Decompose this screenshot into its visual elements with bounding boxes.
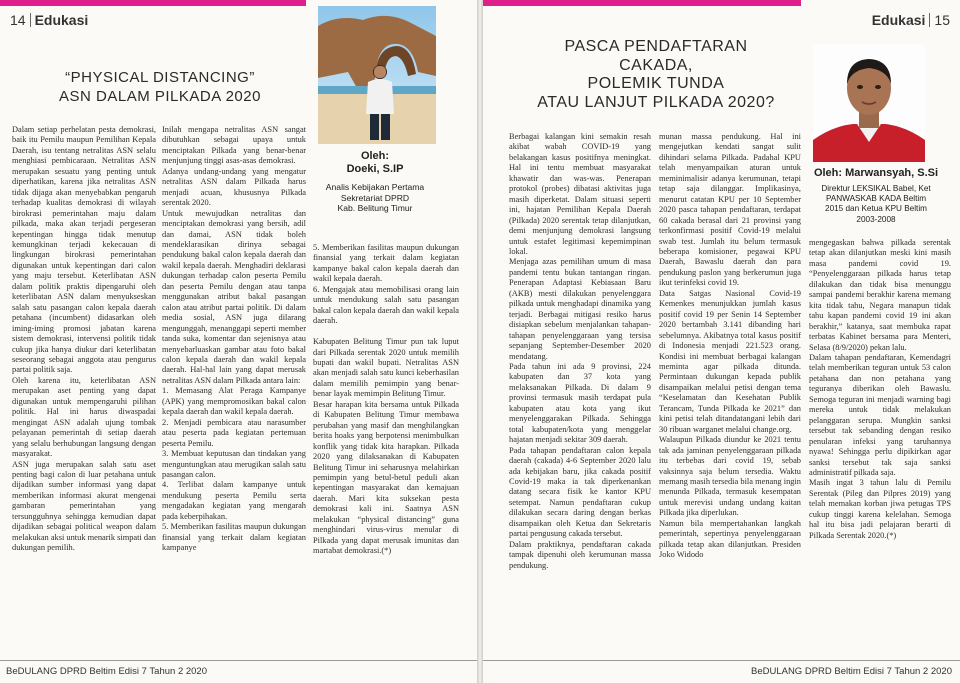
title-line: CAKADA, bbox=[619, 56, 693, 74]
title-line: ASN DALAM PILKADA 2020 bbox=[59, 88, 261, 105]
article-column-3: mengegaskan bahwa pilkada serentak tetap akan dilanjutkan meski kini masih masa pandemi covid 19. “Penyelenggaraan pilkada harus tetap dilakukan dan tidak bisa menunggu sampai pandemi berakhir karena memang kita tidak tahu, Negara manapun tidak tahu kapan pandemi covid 19 ini akan berakhir,” katanya, saat membuka rapat terbatas Kabinet bersama para Menteri, Selasa (8/9/2020) pekan lalu. Dalam tahapan pendaftaran, Kemendagri telah memberikan teguran untuk 53 calon petahana dan non petahana yang teguranya diberikan oleh Bawaslu. Semoga teguran ini menjadi warning bagi mereka untuk tidak melakukan pelanggaran serupa. Mungkin sanksi tersebut tak sebanding dengan resiko penularan infeksi yang taruhannya nyawa! Sehingga perlu dipikirkan agar sanksi tersebut tak saja sanksi administratif pilkada saja. Masih ingat 3 tahun lalu di Pemilu Serentak (Pileg dan Pilpres 2019) yang telah memakan korban jiwa petugas TPS cukup tinggi karena kelelahan. Semoga hal itu bisa jadi pelajaran berarti di Pilkada Serentak 2020.(*) bbox=[809, 238, 951, 540]
article-title bbox=[511, 38, 801, 112]
page-number: 14 bbox=[10, 12, 26, 28]
author-role: Analis Kebijakan Pertama bbox=[325, 182, 425, 192]
author-photo-illustration bbox=[813, 44, 925, 162]
section-label: Edukasi bbox=[871, 12, 926, 28]
article-column-2: Inilah mengapa netralitas ASN sangat dibutuhkan sebagai upaya untuk menciptakan Pilkada yang benar-benar menjunjung tinggi asas-asas demokrasi. Adanya undang-undang yang mengatur netralitas ASN dalam Pilkada harus menjadi acuan, khususnya Pilkada serentak 2020. Untuk mewujudkan netralitas dan menciptakan demokrasi yang bersih, adil dan damai, ASN tidak boleh mendeklarasikan dirinya sebagai pendukung bakal calon kepala daerah dan wakil kepala daerah. Menghadiri deklarasi dukungan terhadap calon peserta Pemilu dan peserta Pemilu dengan atau tanpa menggunakan atribut bakal pasangan calon atau atribut partai politik. Di dalam media sosial, ASN juga dilarang mengunggah, menanggapi seperti member tanda suka, komentar dan sejenisnya atau menyebarluaskan gambar atau foto bakal calon kepala daerah dan wakil kepala daerah. Hal-hal lain yang dapat merusak netralitas ASN dalam Pilkada antara lain: 1. Memasang Alat Peraga Kampanye (APK) yang mempromosikan bakal calon kepala daerah dan wakil kepala daerah. 2. Menjadi pembicara atau narasumber atau peserta pada kegiatan pertemuan peserta Pemilu. 3. Membuat keputusan dan tindakan yang menguntungkan atau merugikan salah satu pasangan calon. 4. Terlibat dalam kampanye untuk mendukung peserta Pemilu serta mengadakan kegiatan yang mengarah pada keberpihakan. 5. Memberikan fasilitas maupun dukungan finansial yang terkait dalam kegiatan kampanye bbox=[162, 125, 306, 553]
title-line: ATAU LANJUT PILKADA 2020? bbox=[537, 93, 775, 111]
header-divider bbox=[30, 13, 31, 27]
page-number: 15 bbox=[934, 12, 950, 28]
author-byline bbox=[801, 167, 951, 225]
author-role: 2003-2008 bbox=[856, 214, 896, 224]
author-photo bbox=[813, 44, 925, 162]
author-role: Direktur LEKSIKAL Babel, Ket bbox=[821, 184, 931, 193]
author-role: PANWASKAB KADA Beltim bbox=[825, 194, 927, 204]
article-column-2: munan massa pendukung. Hal ini mengejutkan kendati sangat sulit dihindari selama Pilkada. Padahal KPU telah menyampaikan aturan untuk meminimalisir adanya kerumunan, tetapi tetap saja dilanggar. Implikasinya, menurut catatan KPU per 10 September 2020 pasca tahapan pendaftaran, terdapat 60 cakada berasal dari 21 provinsi yang terkonfirmasi positif Covid-19 melalui swab test. Jumlah itu belum termasuk beberapa komisioner, pegawai KPU Daerah, Bawaslu daerah dan para pendukung paslon yang berkerumun juga ikut terinfeksi covid 19. Data Satgas Nasional Covid-19 Kemenkes menunjukkan jumlah kasus positif covid 19 per Senin 14 September 2020 bertambah 3.141 dibanding hari sebelumnya. Akibatnya total kasus positif di Indonesia menjadi 221.523 orang. Kondisi ini membuat berbagai kalangan meminta agar pilkada ditunda. Permintaan dukungan kepada publik disampaikan melalui petisi dengan tema “Keselamatan dan Kesehatan Publik Terancam, Tunda Pilkada ke 2021” dan kini petisi telah ditandatangani lebih dari 30 ribuan warganet melalui change.org. Walaupun Pilkada diundur ke 2021 tentu tak ada jaminan penyelenggaraan pilkada itu terbebas dari covid 19, sebab vaksinnya saja belum tersedia. Waktu memang masih tersedia bila menang ingin menunda Pilkada, termasuk kesempatan untuk merevisi undang undang kaitan Pilkada jika diperlukan. Namun bila mempertahankan langkah pemerintah, sepertinya penyelenggaraan pilkada tetap akan dilanjutkan. Presiden Joko Widodo bbox=[659, 132, 801, 560]
author-role: Kab. Belitung Timur bbox=[337, 203, 413, 213]
title-line: “PHYSICAL DISTANCING” bbox=[65, 69, 255, 86]
footer-rule bbox=[0, 660, 477, 661]
section-label: Edukasi bbox=[34, 12, 89, 28]
page-footer: BeDULANG DPRD Beltim Edisi 7 Tahun 2 2020 bbox=[6, 666, 208, 677]
author-name: Marwansyah, S.Si bbox=[845, 167, 939, 179]
header-divider bbox=[929, 13, 930, 27]
page-header bbox=[872, 12, 950, 28]
page-footer: BeDULANG DPRD Beltim Edisi 7 Tahun 2 2020 bbox=[750, 666, 952, 677]
author-label: Oleh: bbox=[360, 150, 390, 162]
article-column-1: Berbagai kalangan kini semakin resah akibat wabah COVID-19 yang belakangan kasus positifnya meningkat. Hal ini tentu membuat masyarakat khawatir dan was-was. Penerapan protokol (probes) dibatasi aktivitas juga masih diperketat. Dalam situasi seperti ini, hajatan Pemilihan Kepala Daerah (Pilkada) 2020 serentak tetap dilanjutkan, demi menjunjung demokrasi langsung untuk estafet legitimasi kepemimpinan lokal. Menjaga azas pemilihan umum di masa pandemi tentu bukan tantangan ringan. Penerapan Adaptasi Kebiasaan Baru (AKB) mesti dilakukan penyelenggara pilkada untuk menghadapi dinamika yang terjadi. Berbagai mitigasi resiko harus disiapkan sebelum menjalankan tahapan-tahapan penyelenggaraan yang tersisa sepanjang September-Desember 2020 mendatang. Pada tahun ini ada 9 provinsi, 224 kabupaten dan 37 kota yang melaksanakan Pilkada. Di dalam 9 provinsi termasuk masih terdapat pula kabupaten atau kota yang ikut menyelenggarakan Pilkada. Sehingga total kabupaten/kota yang menggelar hajatan menjadi sekitar 309 daerah. Pada tahapan pendaftaran calon kepala daerah (cakada) 4-6 September 2020 lalu ada kebijakan baru, jika cakada positif Covid-19 maka ia tak diperkenankan datang secara fisik ke kantor KPU setempat. Namun pendaftaran cukup dilakukan secara daring dengan berkas disampaikan oleh Ketua dan Sekretaris partai pengusung cakada tersebut. Dalam praktiknya, pendaftaran cakada tampak dipenuhi oleh kerumunan massa pendukung. bbox=[509, 132, 651, 570]
author-role: 2015 dan Ketua KPU Beltim bbox=[825, 204, 927, 214]
author-photo-illustration bbox=[318, 6, 436, 144]
author-heading bbox=[801, 167, 951, 180]
author-name: Doeki, S.IP bbox=[346, 163, 404, 175]
pink-accent-bar bbox=[483, 0, 801, 6]
page-header bbox=[10, 12, 88, 28]
right-page bbox=[483, 0, 960, 683]
author-byline bbox=[310, 150, 440, 214]
article-column-1: Dalam setiap perhelatan pesta demokrasi, baik itu Pemilu maupun Pemilihan Kepala Daerah, isu tentang netralitas ASN selalu menghiasi pembicaraan. Netralitas ASN merupakan sesuatu yang penting untuk diperhatikan, karena jika netralitas ASN tidak dijaga akan menyebabkan pengaruh terhadap kualitas demokrasi di wilayah birokrasi pemerintahan maju dalam pilkada, maka akan terjadi pergeseran kepentingan hingga tidak menutup kemungkinan terjadi kekecauan di lingkungan birokrasi pemerintahan digunakan untuk kepentingan dari calon yang maju tersebut. Keterlibatan ASN dalam politik praktis dipengaruhi oleh keterlibatan ASN dalam menyukseskan salah satu pasangan calon kepala daerah petahana (incumbent) didasarkan oleh iming-iming promosi jabatan karena sistem demokrasi, intervensi politik tidak cukup jika hanya diukur dari keterlibatan seseorang sebagai anggota atau pengurus partai politik saja. Oleh karena itu, keterlibatan ASN merupakan aset penting yang dapat digunakan untuk mempengaruhi pilihan politik. Hal ini harus diwaspadai mengingat ASN adalah ujung tombak pelayanan pemerintah di setiap daerah yang selalu berhubungan langsung dengan masyarakat. ASN juga merupakan salah satu aset penting bagi calon di luar petahana untuk dijadikan sumber informasi yang dapat memberikan informasi akurat mengenai gambaran pemerintahan yang tersungguhnya sehingga kemudian dapat dijadikan sebagai political weapon dalam melakukan aksi untuk menarik simpati dan dukungan pemilih. bbox=[12, 125, 156, 553]
title-line: PASCA PENDAFTARAN bbox=[564, 38, 748, 55]
pink-accent-bar bbox=[0, 0, 306, 6]
title-line: POLEMIK TUNDA bbox=[587, 75, 725, 92]
article-title bbox=[20, 68, 300, 106]
left-page bbox=[0, 0, 477, 683]
author-photo bbox=[318, 6, 436, 144]
author-role: Sekretariat DPRD bbox=[340, 192, 410, 203]
author-label: Oleh: bbox=[813, 167, 843, 179]
footer-rule bbox=[483, 660, 960, 661]
article-column-3: 5. Memberikan fasilitas maupun dukungan finansial yang terkait dalam kegiatan kampanye bakal calon kepala daerah dan wakil kepala daerah. 6. Mengajak atau memobilisasi orang lain untuk mendukung salah satu pasangan bakal calon kepala daerah dan wakil kepala daerah. Kabupaten Belitung Timur pun tak luput dari Pilkada serentak 2020 untuk memilih bupati dan wakil bupati. Netralitas ASN akan menjadi salah satu kunci keberhasilan dalam memilih pemimpin yang benar-benar layak memimpin Belitung Timur. Besar harapan kita bersama untuk Pilkada di Kabupaten Belitung Timur membawa perubahan yang masif dan menghilangkan berita hoaks yang berpotensi menimbulkan konflik yang tidak kita harapkan. Pilkada 2020 yang dilaksanakan di Kabupaten Belitung Timur ini seharusnya melahirkan pemimpin yang betul-betul peduli akan kepentingan masyarakat dan kemajuan daerah. Mari kita suksekan pesta demokrasi kali ini. Saatnya ASN melakukan “physical distancing” guna menghindari virus-virus menular di Pilkada yang dapat merusak imunitas dan martabat demokrasi.(*) bbox=[313, 243, 459, 556]
